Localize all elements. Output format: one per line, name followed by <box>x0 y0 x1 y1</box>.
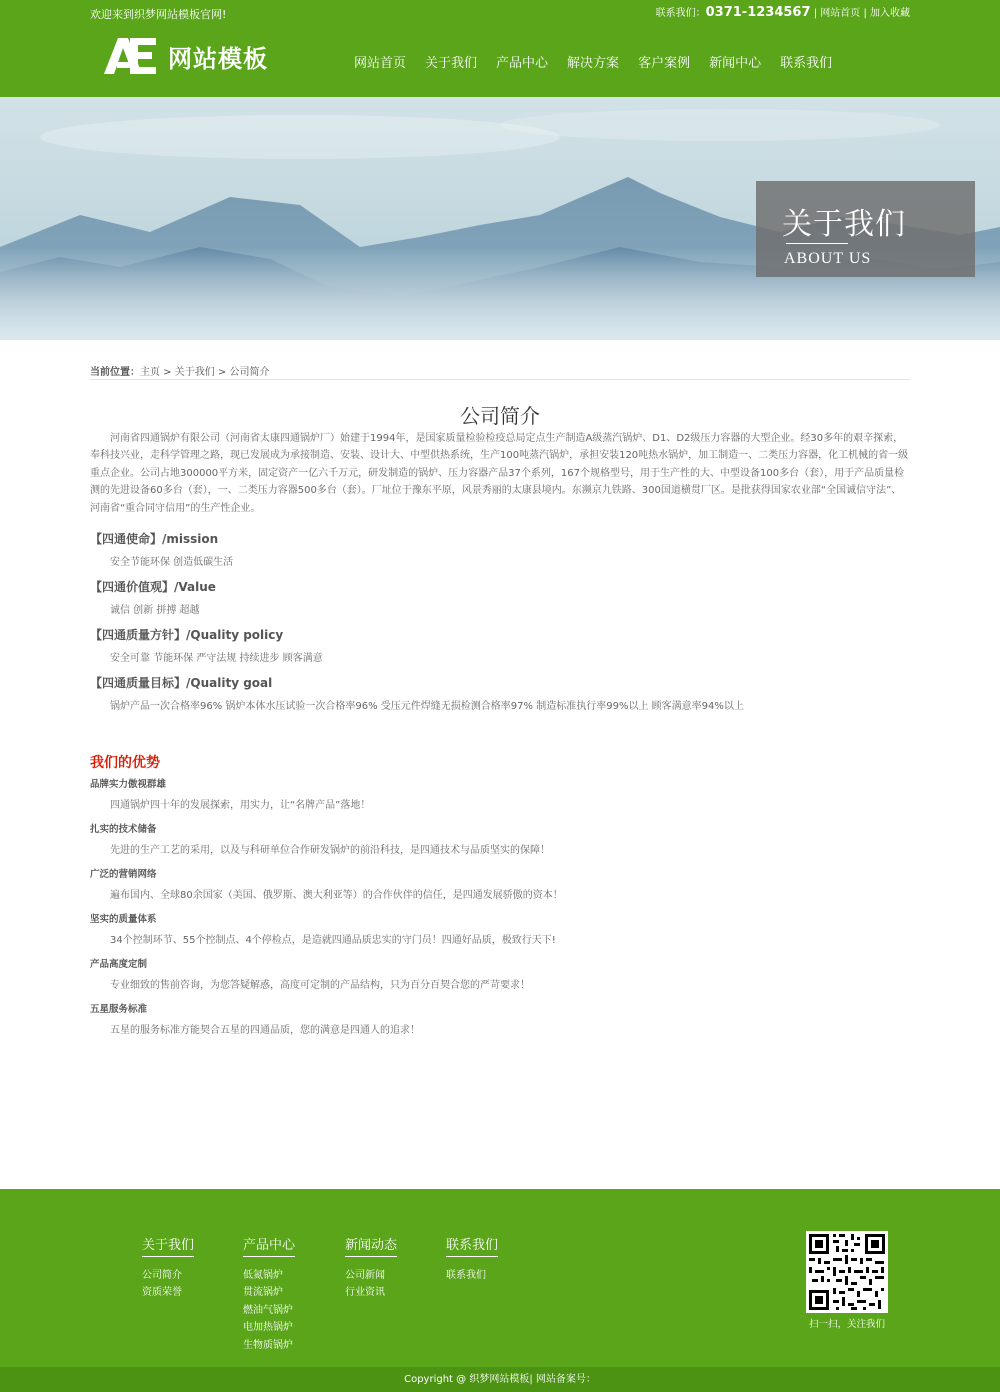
breadcrumb-section[interactable]: 关于我们 <box>174 367 215 378</box>
advantage-text: 34个控制环节、55个控制点、4个停检点，是造就四通品质忠实的守门员！四通好品质，极致行天下! <box>110 935 556 946</box>
banner-title: 关于我们 <box>782 207 906 242</box>
copyright: Copyright @ 织梦网站模板| 网站备案号： <box>0 1367 1000 1392</box>
welcome-text: 欢迎来到织梦网站模板官网! <box>90 8 227 21</box>
footer-link[interactable]: 低氮锅炉 <box>243 1270 283 1281</box>
advantage-item <box>90 1001 910 1036</box>
footer-col-title: 产品中心 <box>243 1234 295 1257</box>
separator: | <box>810 8 821 19</box>
footer-link[interactable]: 资质荣誉 <box>142 1287 182 1299</box>
top-bar <box>0 0 1000 26</box>
nav-item-products[interactable]: 产品中心 <box>496 56 549 71</box>
nav-item-solutions[interactable]: 解决方案 <box>567 56 620 71</box>
breadcrumb <box>90 363 910 380</box>
breadcrumb-label: 当前位置： <box>90 367 140 378</box>
footer-link[interactable]: 贯流锅炉 <box>243 1287 283 1299</box>
contact-label: 联系我们： <box>655 8 706 19</box>
advantage-text: 专业细致的售前咨询，为您答疑解惑，高度可定制的产品结构，只为百分百契合您的严苛要求！ <box>110 980 530 991</box>
value-block <box>90 578 910 616</box>
footer-link[interactable]: 公司简介 <box>142 1270 182 1281</box>
footer-link[interactable]: 行业资讯 <box>345 1287 385 1299</box>
footer-col-title: 新闻动态 <box>345 1234 397 1257</box>
mission-text: 安全节能环保 创造低碳生活 <box>110 557 234 568</box>
banner <box>0 97 1000 340</box>
nav-item-news[interactable]: 新闻中心 <box>709 56 762 71</box>
advantage-heading: 扎实的技术储备 <box>90 824 157 835</box>
footer-link[interactable]: 电加热锅炉 <box>243 1322 293 1334</box>
company-intro: 河南省四通锅炉有限公司（河南省太康四通锅炉厂）始建于1994年，是国家质量检验检疫总局定点生产制造A级蒸汽锅炉、D1、D2级压力容器的大型企业。经30多年的艰辛探索，奉科技兴业，走科学管理之路，现已发展成为承接制造、安装、设计大、中型供热系统，生产100吨蒸汽锅炉，承担安装120吨热水锅炉，加工制造一、二类压力容器，化工机械的省一级重点企业。公司占地300000平方米，固定资产一亿六千万元，研发制造的锅炉、压力容器产品37个系列，167个规格型号，用于生产性的大、中型设备100多台（套），用于产品质量检测的先进设备60多台（套），一、二类压力容器500多台（套）。厂址位于豫东平原，风景秀丽的太康县境内。东濒京九铁路、300国道横贯厂区。是批获得国家农业部“全国诚信守法”、河南省“重合同守信用”的生产性企业。 <box>90 433 909 514</box>
main-nav <box>354 52 851 71</box>
advantage-text: 五星的服务标准方能契合五星的四通品质，您的满意是四通人的追求！ <box>110 1025 420 1036</box>
top-links <box>656 4 910 20</box>
advantage-item <box>90 776 910 811</box>
footer-link[interactable]: 联系我们 <box>446 1270 486 1281</box>
advantage-heading: 广泛的营销网络 <box>90 869 157 880</box>
nav-item-about[interactable]: 关于我们 <box>425 56 478 71</box>
breadcrumb-home[interactable]: 主页 <box>140 367 160 378</box>
nav-item-home[interactable]: 网站首页 <box>354 56 407 71</box>
quality-goal-heading: 【四通质量目标】/Quality goal <box>90 676 273 690</box>
advantage-item <box>90 911 910 946</box>
advantage-item <box>90 956 910 991</box>
advantage-heading: 品牌实力傲视群雄 <box>90 779 167 790</box>
home-link[interactable]: 网站首页 <box>820 8 861 19</box>
qr-code-icon <box>806 1231 888 1313</box>
banner-subtitle: ABOUT US <box>784 250 872 267</box>
quality-policy-block <box>90 626 910 664</box>
mission-block <box>90 530 910 568</box>
nav-item-cases[interactable]: 客户案例 <box>638 56 691 71</box>
advantage-item <box>90 866 910 901</box>
add-favorite-link[interactable]: 加入收藏 <box>870 8 910 19</box>
phone-number: 0371-1234567 <box>705 5 811 20</box>
header <box>0 26 1000 97</box>
advantage-text: 遍布国内、全球80余国家（美国、俄罗斯、澳大利亚等）的合作伙伴的信任，是四通发展骄傲的资本！ <box>110 890 563 901</box>
footer-col-title: 关于我们 <box>142 1234 194 1257</box>
quality-policy-text: 安全可靠 节能环保 严守法规 持续进步 顾客满意 <box>110 653 323 664</box>
footer-col-contact <box>446 1234 498 1284</box>
quality-policy-heading: 【四通质量方针】/Quality policy <box>90 628 284 642</box>
value-heading: 【四通价值观】/Value <box>90 580 216 594</box>
footer-link[interactable]: 生物质锅炉 <box>243 1339 293 1351</box>
advantage-heading: 坚实的质量体系 <box>90 914 157 925</box>
separator: | <box>860 8 870 19</box>
logo-mark-icon <box>104 38 158 74</box>
advantage-text: 先进的生产工艺的采用，以及与科研单位合作研发锅炉的前沿科技，是四通技术与品质坚实的保障！ <box>110 845 550 856</box>
breadcrumb-separator: > <box>214 367 230 378</box>
nav-item-contact[interactable]: 联系我们 <box>780 56 833 71</box>
logo-text: 网站模板 <box>168 44 268 73</box>
quality-goal-block <box>90 674 910 712</box>
banner-title-box <box>756 181 975 277</box>
footer <box>0 1189 1000 1367</box>
value-text: 诚信 创新 拼搏 超越 <box>110 605 200 616</box>
banner-divider <box>786 243 848 244</box>
footer-link[interactable]: 燃油气锅炉 <box>243 1304 293 1316</box>
footer-link[interactable]: 公司新闻 <box>345 1270 385 1281</box>
qr-caption: 扫一扫，关注我们 <box>808 1319 885 1330</box>
breadcrumb-current: 公司简介 <box>229 367 270 378</box>
footer-col-title: 联系我们 <box>446 1234 498 1257</box>
logo[interactable] <box>104 38 268 74</box>
mission-heading: 【四通使命】/mission <box>90 532 219 546</box>
advantage-item <box>90 821 910 856</box>
footer-col-about <box>142 1234 194 1302</box>
footer-col-news <box>345 1234 397 1302</box>
breadcrumb-separator: > <box>160 367 175 378</box>
quality-goal-text: 锅炉产品一次合格率96% 锅炉本体水压试验一次合格率96% 受压元件焊缝无损检测合格率97% 制造标准执行率99%以上 顾客满意率94%以上 <box>110 701 744 712</box>
page-title: 公司简介 <box>460 404 540 428</box>
advantages-title: 我们的优势 <box>90 755 160 771</box>
advantage-heading: 五星服务标准 <box>90 1004 148 1015</box>
advantage-heading: 产品高度定制 <box>90 959 148 970</box>
advantage-text: 四通锅炉四十年的发展探索，用实力，让“名牌产品”落地！ <box>110 800 371 811</box>
footer-col-products <box>243 1234 295 1354</box>
